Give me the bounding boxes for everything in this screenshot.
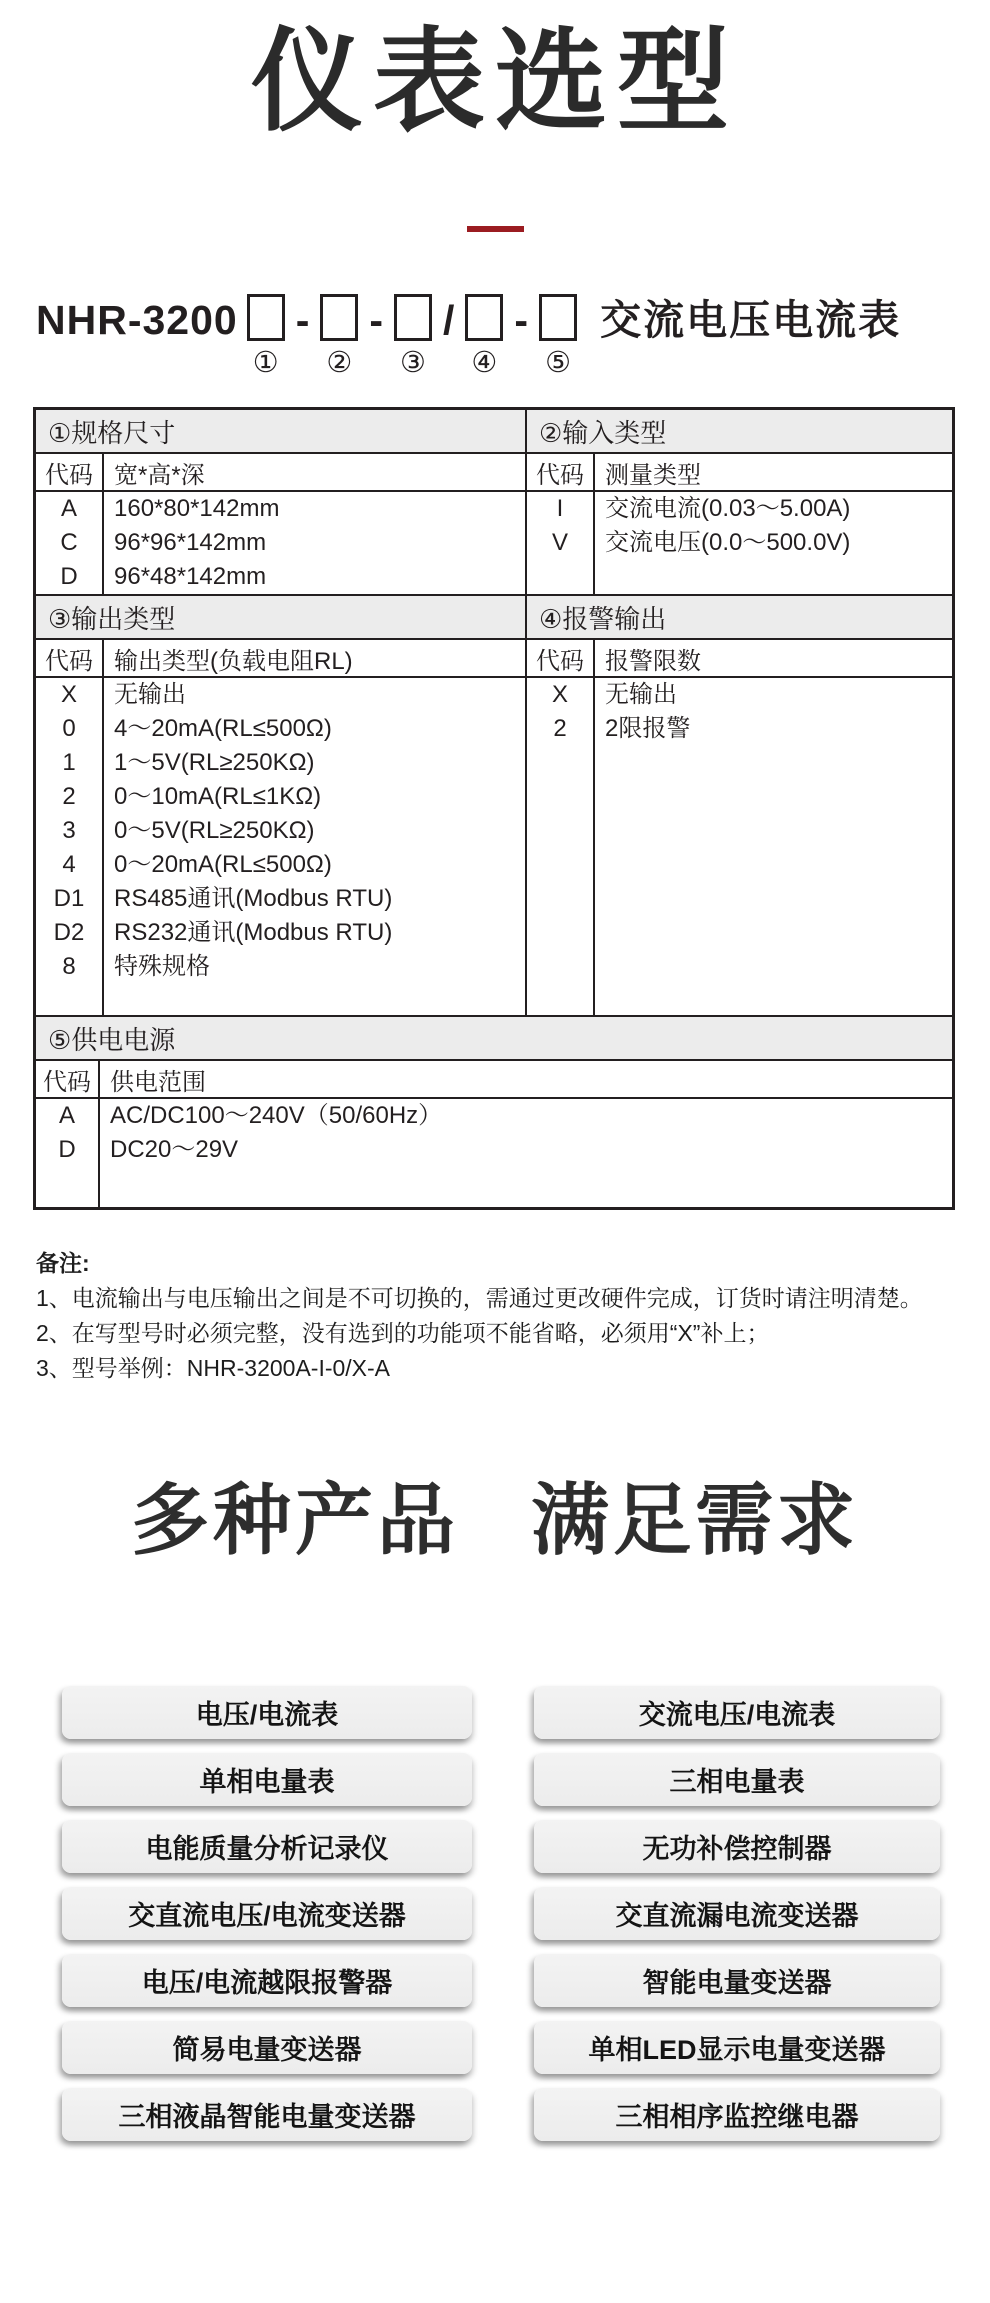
product-button-voltage-current-meter[interactable]: 电压/电流表 xyxy=(62,1686,472,1739)
model-slot-5 xyxy=(539,294,577,378)
model-separator: / xyxy=(443,297,455,343)
desc-cell: 无输出 xyxy=(114,681,186,708)
model-marker-2: ② xyxy=(326,347,353,379)
model-separator: - xyxy=(514,297,529,343)
code-column-header: 代码 xyxy=(527,454,595,490)
product-button-three-phase-lcd-smart-power-transmitter[interactable]: 三相液晶智能电量变送器 xyxy=(62,2088,472,2141)
code-column-header: 代码 xyxy=(36,454,104,490)
model-slot-1 xyxy=(247,294,285,378)
products-heading xyxy=(0,1472,990,1568)
code-cell: X xyxy=(60,681,77,708)
code-cell: 2 xyxy=(553,715,567,742)
desc-column xyxy=(104,492,525,594)
product-button-single-phase-led-power-transmitter[interactable]: 单相LED显示电量变送器 xyxy=(534,2021,940,2074)
desc-cell: 160*80*142mm xyxy=(114,495,280,522)
remark-item-2: 2、在写型号时必须完整，没有选到的功能项不能省略，必须用“X”补上； xyxy=(36,1320,770,1346)
code-cell: X xyxy=(551,681,568,708)
section-rows-alarm xyxy=(527,678,952,1015)
code-column xyxy=(36,1099,100,1207)
code-cell: A xyxy=(60,495,77,522)
model-separator: - xyxy=(295,297,310,343)
code-cell: D1 xyxy=(53,885,85,912)
model-box-4 xyxy=(465,294,503,341)
code-cell: D2 xyxy=(53,919,85,946)
remarks-label: 备注: xyxy=(36,1250,90,1276)
code-column xyxy=(527,492,595,594)
desc-cell: 特殊规格 xyxy=(114,953,210,980)
section-header-output xyxy=(36,594,525,640)
code-cell: D xyxy=(60,563,78,590)
code-column-header: 代码 xyxy=(527,640,595,676)
product-grid xyxy=(62,1686,990,2141)
code-column xyxy=(36,678,104,1015)
product-button-smart-power-transmitter[interactable]: 智能电量变送器 xyxy=(534,1954,940,2007)
desc-cell: 2限报警 xyxy=(605,715,691,742)
products-heading-right: 满足需求 xyxy=(531,1476,860,1564)
section-header-size xyxy=(36,410,525,454)
desc-cell: 0～5V(RL≥250KΩ) xyxy=(114,817,315,844)
page-title: 仪表选型 xyxy=(251,19,739,144)
model-marker-3: ③ xyxy=(400,347,427,379)
section-title: ②输入类型 xyxy=(539,417,667,448)
section-title: ③输出类型 xyxy=(48,603,176,634)
desc-cell: RS232通讯(Modbus RTU) xyxy=(114,919,393,946)
code-cell: 0 xyxy=(62,715,76,742)
remark-item-1: 1、电流输出与电压输出之间是不可切换的，需通过更改硬件完成，订货时请注明清楚。 xyxy=(36,1285,923,1311)
product-button-single-phase-power-meter[interactable]: 单相电量表 xyxy=(62,1753,472,1806)
code-column xyxy=(527,678,595,1015)
column-header-row xyxy=(36,454,525,492)
product-button-simple-power-transmitter[interactable]: 简易电量变送器 xyxy=(62,2021,472,2074)
column-header-row xyxy=(36,1061,952,1099)
section-title: ①规格尺寸 xyxy=(48,417,176,448)
product-button-reactive-compensation-controller[interactable]: 无功补偿控制器 xyxy=(534,1820,940,1873)
code-column xyxy=(36,492,104,594)
desc-cell: 4～20mA(RL≤500Ω) xyxy=(114,715,332,742)
table-left-column xyxy=(36,410,527,1015)
desc-column-header: 报警限数 xyxy=(605,647,701,675)
code-cell: 4 xyxy=(62,851,76,878)
table-power-section xyxy=(36,1015,952,1207)
desc-cell: 96*96*142mm xyxy=(114,529,267,556)
remark-item-3: 3、型号举例：NHR-3200A-I-0/X-A xyxy=(36,1355,391,1381)
model-box-1 xyxy=(247,294,285,341)
code-cell: 1 xyxy=(62,749,76,776)
code-cell: 2 xyxy=(62,783,76,810)
product-button-limit-alarm[interactable]: 电压/电流越限报警器 xyxy=(62,1954,472,2007)
desc-cell: 0～10mA(RL≤1KΩ) xyxy=(114,783,322,810)
section-rows-output xyxy=(36,678,525,1015)
section-header-input xyxy=(527,410,952,454)
column-header-row xyxy=(36,640,525,678)
code-cell: I xyxy=(556,495,564,522)
product-button-acdc-voltage-current-transmitter[interactable]: 交直流电压/电流变送器 xyxy=(62,1887,472,1940)
model-marker-1: ① xyxy=(252,347,279,379)
model-suffix: 交流电压电流表 xyxy=(600,297,902,343)
model-slot-2 xyxy=(320,294,358,378)
desc-cell: 96*48*142mm xyxy=(114,563,267,590)
product-button-three-phase-power-meter[interactable]: 三相电量表 xyxy=(534,1753,940,1806)
section-header-power xyxy=(36,1015,952,1061)
code-column-header: 代码 xyxy=(36,1061,100,1097)
desc-column xyxy=(595,678,952,1015)
desc-column xyxy=(100,1099,952,1207)
code-cell: A xyxy=(58,1102,75,1129)
column-header-row xyxy=(527,640,952,678)
desc-cell: DC20～29V xyxy=(110,1136,239,1163)
desc-column-header: 供电范围 xyxy=(110,1068,206,1096)
desc-cell: AC/DC100～240V（50/60Hz） xyxy=(110,1102,443,1129)
product-button-ac-voltage-current-meter[interactable]: 交流电压/电流表 xyxy=(534,1686,940,1739)
remarks-block xyxy=(36,1246,990,1386)
desc-cell: 1～5V(RL≥250KΩ) xyxy=(114,749,315,776)
product-button-phase-sequence-monitoring-relay[interactable]: 三相相序监控继电器 xyxy=(534,2088,940,2141)
code-cell: D xyxy=(58,1136,76,1163)
desc-cell: 交流电压(0.0～500.0V) xyxy=(605,529,851,556)
desc-column-header: 测量类型 xyxy=(605,461,701,489)
model-separator: - xyxy=(369,297,384,343)
section-title: ⑤供电电源 xyxy=(48,1024,176,1055)
table-right-column xyxy=(527,410,952,1015)
model-box-5 xyxy=(539,294,577,341)
model-marker-5: ⑤ xyxy=(545,347,572,379)
section-title: ④报警输出 xyxy=(539,603,667,634)
code-cell: 3 xyxy=(62,817,76,844)
desc-cell: 0～20mA(RL≤500Ω) xyxy=(114,851,332,878)
desc-cell: 交流电流(0.03～5.00A) xyxy=(605,495,851,522)
model-box-2 xyxy=(320,294,358,341)
code-cell: 8 xyxy=(62,953,76,980)
model-prefix: NHR-3200 xyxy=(36,297,238,343)
desc-cell: 无输出 xyxy=(605,681,677,708)
code-cell: C xyxy=(60,529,78,556)
desc-column xyxy=(104,678,525,1015)
desc-column-header: 输出类型(负载电阻RL) xyxy=(114,647,353,675)
selection-table xyxy=(33,407,955,1210)
model-code-line xyxy=(36,294,990,378)
product-button-power-quality-recorder[interactable]: 电能质量分析记录仪 xyxy=(62,1820,472,1873)
desc-cell: RS485通讯(Modbus RTU) xyxy=(114,885,393,912)
model-slot-3 xyxy=(394,294,432,378)
model-box-3 xyxy=(394,294,432,341)
section-rows-size xyxy=(36,492,525,594)
title-divider xyxy=(467,226,524,232)
code-cell: V xyxy=(551,529,568,556)
product-button-acdc-leakage-current-transmitter[interactable]: 交直流漏电流变送器 xyxy=(534,1887,940,1940)
column-header-row xyxy=(527,454,952,492)
desc-column-header: 宽*高*深 xyxy=(114,461,205,489)
model-slot-4 xyxy=(465,294,503,378)
desc-column xyxy=(595,492,952,594)
products-heading-left: 多种产品 xyxy=(130,1476,459,1564)
section-header-alarm xyxy=(527,594,952,640)
section-rows-input xyxy=(527,492,952,594)
section-rows-power xyxy=(36,1099,952,1207)
model-marker-4: ④ xyxy=(471,347,498,379)
table-upper-area xyxy=(36,410,952,1015)
code-column-header: 代码 xyxy=(36,640,104,676)
